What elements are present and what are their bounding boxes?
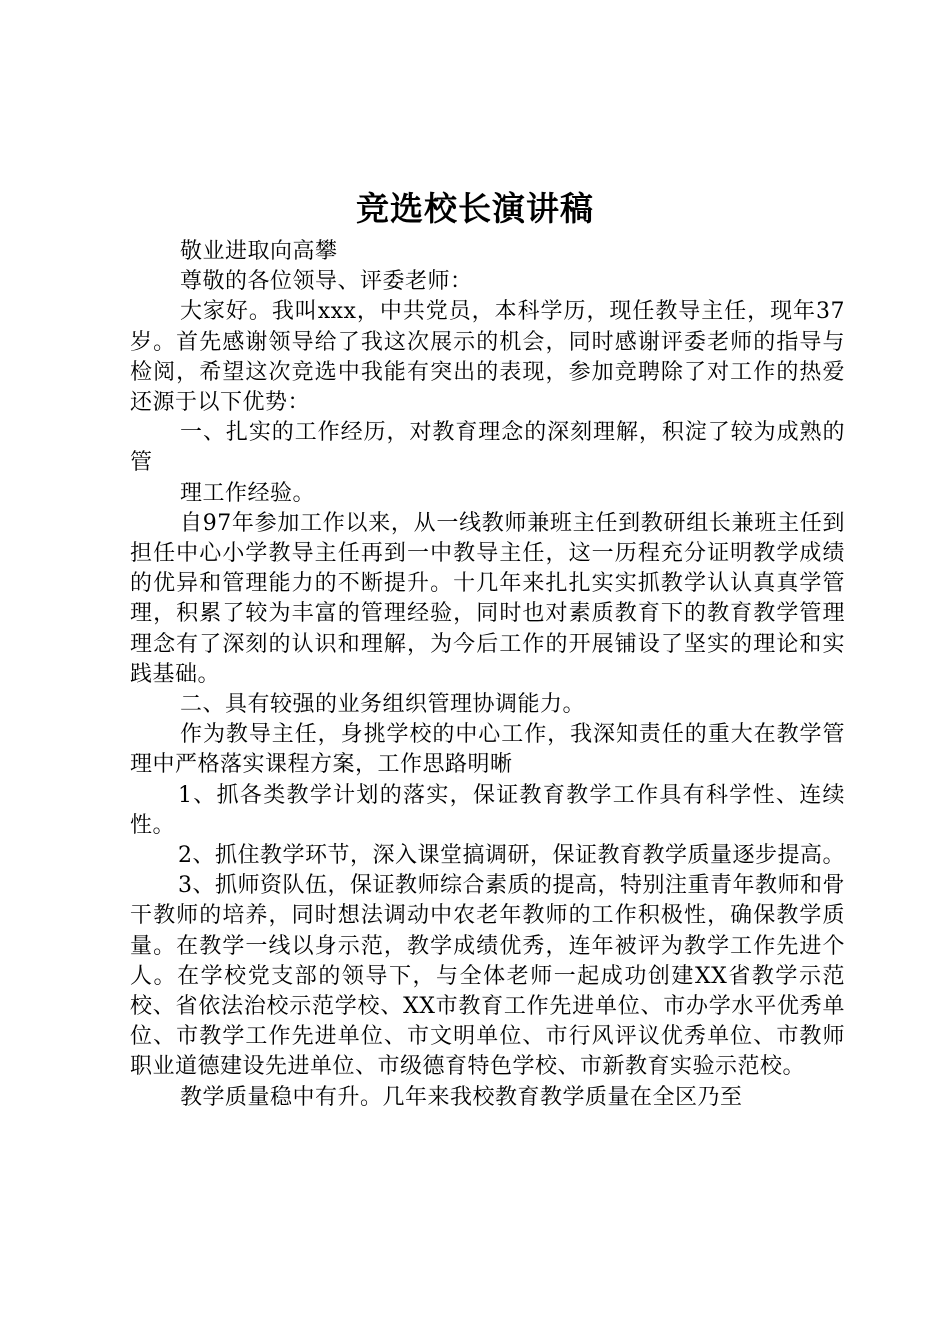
body-paragraph: 自97年参加工作以来，从一线教师兼班主任到教研组长兼班主任到担任中心小学教导主任再到一中教导主任，这一历程充分证明教学成绩的优异和管理能力的不断提升。十几年来扎扎实实抓教学认认真真学管理，积累了较为丰富的管理经验，同时也对素质教育下的教育教学管理理念有了深刻的认识和理解，为今后工作的开展铺设了坚实的理论和实践基础。: [130, 510, 845, 687]
section-heading: 一、扎实的工作经历，对教育理念的深刻理解，积淀了较为成熟的管: [130, 420, 845, 476]
document-title: 竞选校长演讲稿: [356, 189, 594, 228]
body-paragraph: 理工作经验。: [180, 480, 316, 506]
list-item: 2、抓住教学环节，深入课堂搞调研，保证教育教学质量逐步提高。: [178, 843, 845, 869]
list-item: 3、抓师资队伍，保证教师综合素质的提高，特别注重青年教师和骨干教师的培养，同时想法调动中农老年教师的工作积极性，确保教学质量。在教学一线以身示范，教学成绩优秀，连年被评为教学工作先进个人。在学校党支部的领导下，与全体老师一起成功创建XX省教学示范校、省依法治校示范学校、XX市教育工作先进单位、市办学水平优秀单位、市教学工作先进单位、市文明单位、市行风评议优秀单位、市教师职业道德建设先进单位、市级德育特色学校、市新教育实验示范校。: [130, 873, 845, 1080]
body-paragraph: 作为教导主任，身挑学校的中心工作，我深知责任的重大在教学管理中严格落实课程方案，工作思路明晰: [130, 722, 845, 778]
section-heading: 二、具有较强的业务组织管理协调能力。: [180, 692, 586, 718]
body-paragraph: 大家好。我叫xxx，中共党员，本科学历，现任教导主任，现年37岁。首先感谢领导给了我这次展示的机会，同时感谢评委老师的指导与检阅，希望这次竞选中我能有突出的表现，参加竞聘除了对工作的热爱还源于以下优势：: [130, 299, 845, 416]
salutation-paragraph: 尊敬的各位领导、评委老师：: [180, 269, 473, 295]
body-paragraph: 教学质量稳中有升。几年来我校教育教学质量在全区乃至: [180, 1084, 743, 1110]
document-body: [130, 237, 845, 1113]
subtitle-paragraph: 敬业进取向高攀: [180, 239, 338, 264]
list-item: 1、抓各类教学计划的落实，保证教育教学工作具有科学性、连续性。: [130, 782, 845, 838]
